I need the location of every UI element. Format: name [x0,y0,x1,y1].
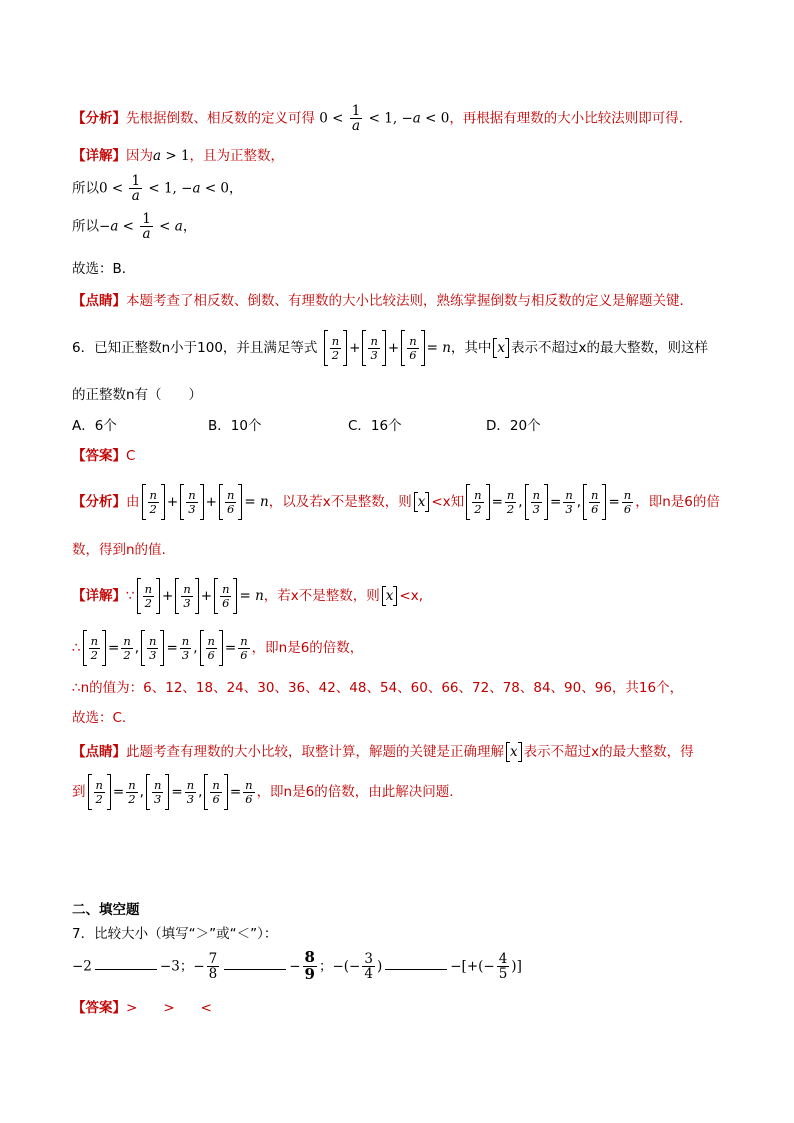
q6-comment: 【点睛】此题考查有理数的大小比较，取整计算，解题的关键是正确理解 x 表示不超过x的最大整数，得 [72,744,694,760]
q6-values: ∴n的值为：6、12、18、24、30、36、42、48、54、60、66、72、78、84、90、96，共16个， [72,680,684,696]
q6-analysis-cont: 数，得到n的值. [72,542,166,558]
q6-analysis: 【分析】由 $\frac{n}{2}$ + $\frac{n}{3}$ + $\frac{n}{6}$ = n，以及若x不是整数，则 x <x知 $\frac{n}{2}$ = $\frac{n}{2}$ , $\frac{n}{3}$ = $\frac{n}{3}$ , $\frac{n}{6}$ = $\frac{n}{6}$ ，即n是6的倍 [72,484,742,520]
option-c: C．16个 [348,418,402,434]
q6-answer: 【答案】C [72,448,136,464]
analysis-tag: 【分析】 [72,110,126,127]
q6-detail: 【详解】∵ $\frac{n}{2}$ + $\frac{n}{3}$ + $\frac{n}{6}$ = n，若x不是整数，则 x <x, [72,578,742,614]
section-heading: 二、填空题 [72,902,140,918]
q5-analysis: 【分析】先根据倒数、相反数的定义可得 0 < $\frac{1}{a}$ < 1, −a < 0，再根据有理数的大小比较法则即可得． [72,103,693,135]
q6-comment-cont: 到 $\frac{n}{2}$ = $\frac{n}{2}$ , $\frac{n}{3}$ = $\frac{n}{3}$ , $\frac{n}{6}$ = $\frac{n}{6}$ ，即n是6的倍数，由此解决问题. [72,774,742,810]
option-d: D．20个 [486,418,541,434]
q5-detail: 【详解】因为a > 1，且为正整数， [72,148,285,164]
q6-stem: 6．已知正整数n小于100，并且满足等式 $\frac{n}{2}$ + $\frac{n}{3}$ + $\frac{n}{6}$ = n，其中 x 表示不超过x的最大整数，则这样 [72,330,742,366]
q5-comment: 【点睛】本题考查了相反数、倒数、有理数的大小比较法则，熟练掌握倒数与相反数的定义是解题关键． [72,293,693,309]
q6-detail-step: ∴ $\frac{n}{2}$ = $\frac{n}{2}$ , $\frac{n}{3}$ = $\frac{n}{3}$ , $\frac{n}{6}$ = $\frac{n}{6}$ ，即n是6的倍数， [72,630,742,666]
option-a: A．6个 [72,418,117,434]
q7-blanks: −2 −3；− $\frac{7}{8}$ − $\frac{8}{9}$ ；−(− $\frac{3}{4}$ ) −[+(− $\frac{4}{5}$ )] [72,948,522,983]
q6-choose: 故选：C. [72,710,127,726]
q7-answer: 【答案】> > < [72,1000,212,1016]
blank-2[interactable] [224,957,286,970]
q5-choose: 故选：B． [72,261,136,277]
q5-step2: 所以−a < $\frac{1}{a}$ < a， [72,211,197,243]
blank-1[interactable] [95,957,157,970]
option-b: B．10个 [208,418,262,434]
q7-stem: 7．比较大小（填写“＞”或“＜”）： [72,926,278,942]
blank-3[interactable] [385,957,447,970]
q6-stem-cont: 的正整数n有（ ） [72,387,203,403]
q5-step1: 所以0 < $\frac{1}{a}$ < 1, −a < 0， [72,173,243,205]
